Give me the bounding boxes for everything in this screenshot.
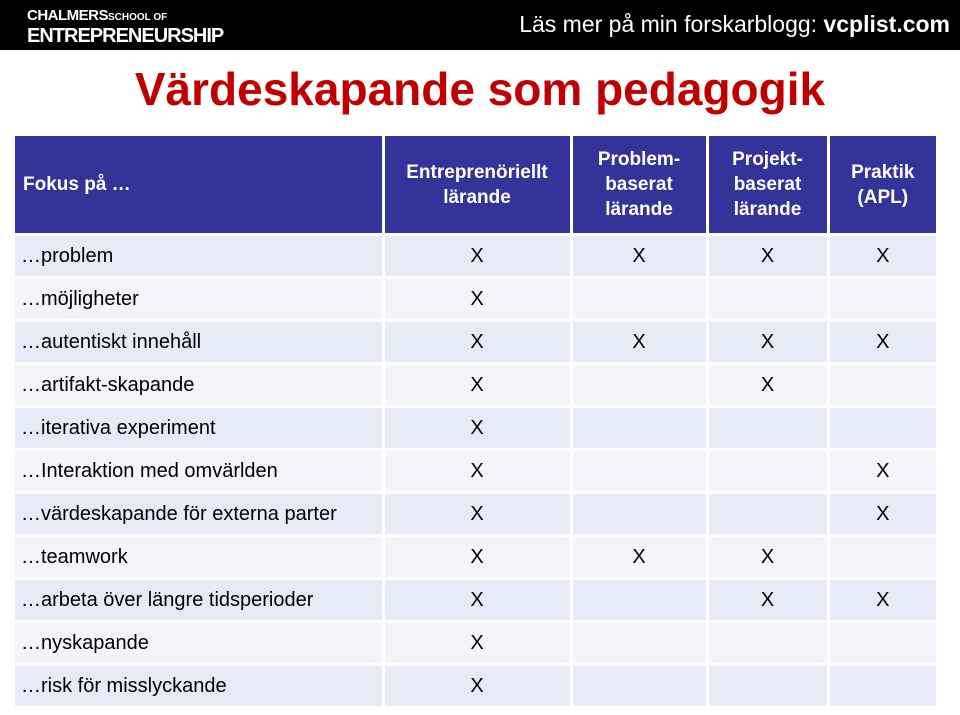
table-row: [15, 364, 936, 407]
column-header-line: baserat: [733, 174, 802, 195]
table-cell: X: [383, 622, 571, 665]
table-row: [15, 407, 936, 450]
table-cell: [828, 536, 936, 579]
table-cell: X: [828, 579, 936, 622]
table-row: [15, 493, 936, 536]
table-cell: X: [571, 321, 707, 364]
table-cell: X: [707, 364, 828, 407]
table-cell: [571, 665, 707, 707]
table-row: [15, 450, 936, 493]
column-header-line: lärande: [443, 186, 511, 208]
table-cell: [707, 450, 828, 493]
table-cell: [571, 450, 707, 493]
table-cell: [828, 278, 936, 321]
row-label: …iterativa experiment: [15, 407, 383, 450]
table-row: [15, 278, 936, 321]
column-header-line: Projekt-: [732, 149, 803, 170]
table-cell: X: [571, 235, 707, 278]
column-header-entreprenoriellt: [383, 136, 571, 235]
table-cell: X: [828, 321, 936, 364]
table-cell: X: [383, 493, 571, 536]
row-label: …risk för misslyckande: [15, 665, 383, 707]
column-header-line: lärande: [733, 199, 802, 220]
table-cell: [571, 407, 707, 450]
table-cell: X: [707, 536, 828, 579]
table-cell: X: [383, 579, 571, 622]
column-header-line: Problem-: [597, 149, 681, 170]
table-row: [15, 536, 936, 579]
row-label: …teamwork: [15, 536, 383, 579]
blog-promo: [519, 11, 950, 38]
column-header-line: Entreprenöriellt: [406, 161, 548, 183]
table-cell: X: [828, 450, 936, 493]
table-cell: [707, 622, 828, 665]
column-header-line: (APL): [857, 186, 909, 208]
row-label: …Interaktion med omvärlden: [15, 450, 383, 493]
table-cell: [707, 278, 828, 321]
logo-entrepreneurship-text: ENTREPRENEURSHIP: [27, 25, 224, 47]
chalmers-logo: [27, 8, 223, 46]
top-bar: [0, 0, 960, 50]
table-cell: X: [383, 321, 571, 364]
slide-title: Värdeskapande som pedagogik: [134, 63, 826, 115]
table-row: [15, 235, 936, 278]
table-cell: [571, 622, 707, 665]
table-cell: [828, 407, 936, 450]
logo-chalmers-text: CHALMERS: [27, 7, 108, 24]
row-label: …möjligheter: [15, 278, 383, 321]
logo-school-of-text: SCHOOL OF: [108, 12, 168, 23]
table-cell: X: [828, 235, 936, 278]
row-label: …autentiskt innehåll: [15, 321, 383, 364]
table-cell: [828, 665, 936, 707]
table-cell: [707, 665, 828, 707]
table-cell: [707, 493, 828, 536]
column-header-line: lärande: [605, 199, 673, 220]
table-cell: X: [383, 364, 571, 407]
table-cell: [707, 407, 828, 450]
table-cell: X: [383, 235, 571, 278]
table-row: [15, 321, 936, 364]
focus-header: Fokus på …: [15, 136, 383, 235]
row-label: …värdeskapande för externa parter: [15, 493, 383, 536]
table-cell: [571, 579, 707, 622]
table-cell: X: [383, 665, 571, 707]
table-row: [15, 622, 936, 665]
comparison-table: [15, 136, 936, 706]
column-header-problembaserat: [571, 136, 707, 235]
header-row: [15, 136, 936, 235]
table-cell: X: [571, 536, 707, 579]
blog-promo-text: Läs mer på min forskarblogg:: [519, 11, 824, 37]
table-cell: [828, 364, 936, 407]
column-header-line: Praktik: [851, 161, 915, 183]
table-cell: X: [383, 536, 571, 579]
table-row: [15, 665, 936, 707]
row-label: …nyskapande: [15, 622, 383, 665]
table-cell: X: [383, 407, 571, 450]
row-label: …arbeta över längre tidsperioder: [15, 579, 383, 622]
column-header-line: baserat: [605, 174, 673, 195]
table-cell: [571, 364, 707, 407]
row-label: …problem: [15, 235, 383, 278]
table-cell: X: [383, 278, 571, 321]
table-cell: [828, 622, 936, 665]
table-cell: X: [707, 235, 828, 278]
table-cell: [571, 493, 707, 536]
blog-link[interactable]: vcplist.com: [823, 11, 950, 37]
table-cell: X: [707, 579, 828, 622]
table-cell: X: [707, 321, 828, 364]
row-label: …artifakt-skapande: [15, 364, 383, 407]
column-header-projektbaserat: [707, 136, 828, 235]
table-row: [15, 579, 936, 622]
table-cell: X: [383, 450, 571, 493]
table-cell: X: [828, 493, 936, 536]
table-cell: [571, 278, 707, 321]
column-header-praktik: [828, 136, 936, 235]
